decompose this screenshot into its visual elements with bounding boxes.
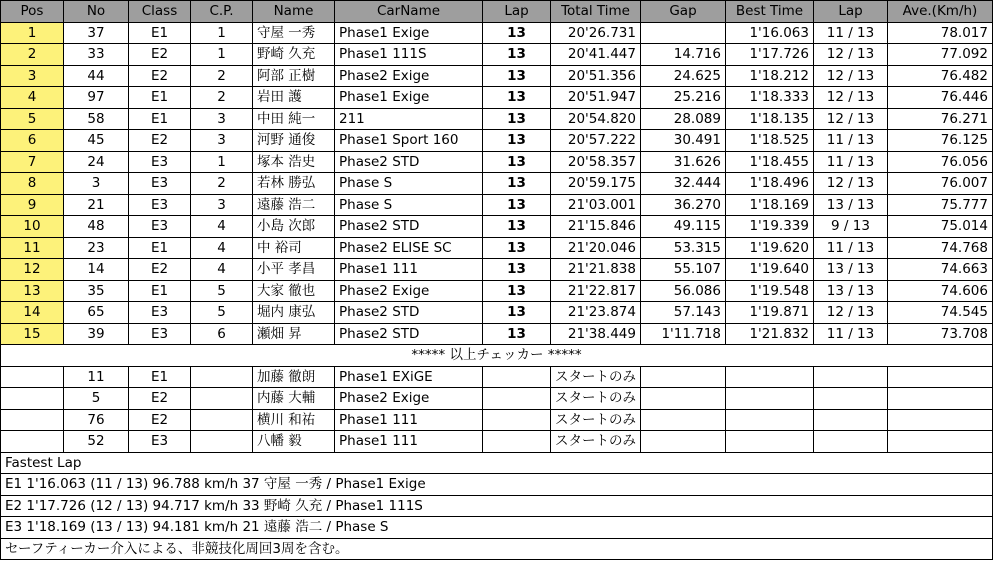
table-row — [1, 409, 993, 431]
cell-name: 中田 純一 — [253, 108, 335, 130]
table-row — [1, 237, 993, 259]
cell-pos: 4 — [1, 87, 64, 109]
cell-best-time: 1'18.455 — [726, 151, 814, 173]
cell-name: 横川 和祐 — [253, 409, 335, 431]
cell-carname: Phase1 111 — [335, 409, 483, 431]
cell-gap — [641, 22, 726, 44]
cell-best-lap: 12 / 13 — [814, 302, 888, 324]
cell-gap-empty — [641, 431, 726, 453]
header-total-time: Total Time — [551, 1, 641, 23]
cell-carname: Phase2 STD — [335, 323, 483, 345]
cell-carname: Phase2 STD — [335, 216, 483, 238]
table-row — [1, 87, 993, 109]
header-cp: C.P. — [191, 1, 253, 23]
cell-lap-empty — [483, 409, 551, 431]
cell-class: E3 — [129, 194, 191, 216]
cell-best-time-empty — [726, 388, 814, 410]
cell-best-lap-empty — [814, 388, 888, 410]
cell-gap: 1'11.718 — [641, 323, 726, 345]
cell-class: E3 — [129, 431, 191, 453]
cell-carname: Phase2 Exige — [335, 388, 483, 410]
cell-total-time: 21'20.046 — [551, 237, 641, 259]
cell-class: E1 — [129, 366, 191, 388]
cell-class: E2 — [129, 44, 191, 66]
fastest-lap-title: Fastest Lap — [1, 452, 993, 474]
table-row — [1, 280, 993, 302]
cell-best-time-empty — [726, 366, 814, 388]
cell-best-time: 1'18.333 — [726, 87, 814, 109]
cell-carname: Phase1 111 — [335, 259, 483, 281]
cell-name: 若林 勝弘 — [253, 173, 335, 195]
cell-best-lap: 12 / 13 — [814, 87, 888, 109]
cell-name: 野崎 久充 — [253, 44, 335, 66]
cell-cp-empty — [191, 409, 253, 431]
cell-name: 加藤 徹朗 — [253, 366, 335, 388]
cell-class: E2 — [129, 130, 191, 152]
cell-cp: 3 — [191, 130, 253, 152]
results-body — [1, 22, 993, 345]
cell-best-lap: 12 / 13 — [814, 173, 888, 195]
cell-pos: 7 — [1, 151, 64, 173]
cell-total-time: 20'59.175 — [551, 173, 641, 195]
cell-no: 45 — [64, 130, 129, 152]
cell-total-time: スタートのみ — [551, 409, 641, 431]
header-best-lap: Lap — [814, 1, 888, 23]
cell-no: 52 — [64, 431, 129, 453]
cell-pos: 1 — [1, 22, 64, 44]
cell-average-speed-empty — [888, 366, 993, 388]
cell-no: 11 — [64, 366, 129, 388]
cell-no: 33 — [64, 44, 129, 66]
fastest-title-row — [1, 452, 993, 474]
cell-total-time: 21'15.846 — [551, 216, 641, 238]
cell-no: 14 — [64, 259, 129, 281]
table-row — [1, 259, 993, 281]
cell-best-time: 1'18.496 — [726, 173, 814, 195]
cell-carname: Phase2 Exige — [335, 280, 483, 302]
cell-cp: 1 — [191, 44, 253, 66]
cell-gap: 28.089 — [641, 108, 726, 130]
cell-best-time-empty — [726, 431, 814, 453]
table-row — [1, 216, 993, 238]
table-row — [1, 151, 993, 173]
cell-gap: 56.086 — [641, 280, 726, 302]
cell-cp: 1 — [191, 22, 253, 44]
cell-total-time: スタートのみ — [551, 366, 641, 388]
header-best-time: Best Time — [726, 1, 814, 23]
cell-average-speed: 76.007 — [888, 173, 993, 195]
cell-carname: Phase1 Exige — [335, 87, 483, 109]
header-average-speed: Ave.(Km/h) — [888, 1, 993, 23]
cell-name: 堀内 康弘 — [253, 302, 335, 324]
cell-cp: 3 — [191, 108, 253, 130]
cell-pos: 10 — [1, 216, 64, 238]
cell-name: 守屋 一秀 — [253, 22, 335, 44]
table-row — [1, 302, 993, 324]
cell-lap-empty — [483, 388, 551, 410]
cell-best-time-empty — [726, 409, 814, 431]
cell-carname: Phase2 ELISE SC — [335, 237, 483, 259]
cell-lap: 13 — [483, 280, 551, 302]
cell-pos: 15 — [1, 323, 64, 345]
cell-best-lap: 13 / 13 — [814, 194, 888, 216]
cell-name: 小平 孝昌 — [253, 259, 335, 281]
cell-no: 5 — [64, 388, 129, 410]
cell-lap: 13 — [483, 44, 551, 66]
cell-gap: 55.107 — [641, 259, 726, 281]
cell-average-speed: 75.777 — [888, 194, 993, 216]
cell-gap: 36.270 — [641, 194, 726, 216]
fastest-row — [1, 517, 993, 539]
cell-class: E1 — [129, 22, 191, 44]
cell-no: 44 — [64, 65, 129, 87]
cell-average-speed: 78.017 — [888, 22, 993, 44]
cell-carname: Phase1 Sport 160 — [335, 130, 483, 152]
fastest-row — [1, 474, 993, 496]
cell-average-speed: 74.606 — [888, 280, 993, 302]
cell-best-lap: 11 / 13 — [814, 22, 888, 44]
cell-name: 瀬畑 昇 — [253, 323, 335, 345]
header-carname: CarName — [335, 1, 483, 23]
cell-cp: 2 — [191, 173, 253, 195]
cell-gap: 49.115 — [641, 216, 726, 238]
header-class: Class — [129, 1, 191, 23]
cell-total-time: 21'03.001 — [551, 194, 641, 216]
cell-carname: Phase1 EXiGE — [335, 366, 483, 388]
cell-carname: Phase1 111S — [335, 44, 483, 66]
table-row — [1, 108, 993, 130]
header-name: Name — [253, 1, 335, 23]
cell-total-time: 20'58.357 — [551, 151, 641, 173]
cell-total-time: 20'57.222 — [551, 130, 641, 152]
cell-gap: 24.625 — [641, 65, 726, 87]
dns-body — [1, 366, 993, 452]
cell-cp: 1 — [191, 151, 253, 173]
cell-no: 3 — [64, 173, 129, 195]
cell-cp: 5 — [191, 302, 253, 324]
cell-lap: 13 — [483, 65, 551, 87]
cell-best-time: 1'18.169 — [726, 194, 814, 216]
cell-best-time: 1'19.871 — [726, 302, 814, 324]
cell-best-lap: 13 / 13 — [814, 280, 888, 302]
cell-class: E2 — [129, 388, 191, 410]
cell-average-speed-empty — [888, 388, 993, 410]
table-row — [1, 130, 993, 152]
cell-name: 大家 徹也 — [253, 280, 335, 302]
table-row — [1, 194, 993, 216]
cell-lap: 13 — [483, 22, 551, 44]
cell-carname: 211 — [335, 108, 483, 130]
cell-no: 23 — [64, 237, 129, 259]
cell-no: 37 — [64, 22, 129, 44]
cell-best-lap-empty — [814, 431, 888, 453]
cell-average-speed: 75.014 — [888, 216, 993, 238]
cell-name: 塚本 浩史 — [253, 151, 335, 173]
cell-lap: 13 — [483, 151, 551, 173]
cell-pos: 9 — [1, 194, 64, 216]
cell-lap: 13 — [483, 108, 551, 130]
cell-cp: 5 — [191, 280, 253, 302]
cell-total-time: 20'26.731 — [551, 22, 641, 44]
cell-pos: 3 — [1, 65, 64, 87]
cell-total-time: 20'41.447 — [551, 44, 641, 66]
cell-name: 小島 次郎 — [253, 216, 335, 238]
cell-best-time: 1'18.135 — [726, 108, 814, 130]
cell-class: E3 — [129, 216, 191, 238]
table-row — [1, 65, 993, 87]
cell-class: E3 — [129, 173, 191, 195]
cell-lap: 13 — [483, 87, 551, 109]
cell-pos: 8 — [1, 173, 64, 195]
cell-cp-empty — [191, 366, 253, 388]
fastest-lap-e3: E3 1'18.169 (13 / 13) 94.181 km/h 21 遠藤 浩二 / Phase S — [1, 517, 993, 539]
cell-lap: 13 — [483, 323, 551, 345]
cell-total-time: 21'38.449 — [551, 323, 641, 345]
cell-lap: 13 — [483, 216, 551, 238]
table-row — [1, 22, 993, 44]
cell-no: 39 — [64, 323, 129, 345]
cell-lap-empty — [483, 431, 551, 453]
table-row — [1, 323, 993, 345]
cell-cp: 4 — [191, 237, 253, 259]
cell-cp-empty — [191, 431, 253, 453]
cell-gap: 57.143 — [641, 302, 726, 324]
header-pos: Pos — [1, 1, 64, 23]
cell-lap-empty — [483, 366, 551, 388]
cell-pos-empty — [1, 366, 64, 388]
cell-best-lap: 11 / 13 — [814, 237, 888, 259]
cell-gap-empty — [641, 388, 726, 410]
checker-separator: ***** 以上チェッカー ***** — [1, 345, 993, 367]
header-gap: Gap — [641, 1, 726, 23]
cell-gap: 32.444 — [641, 173, 726, 195]
cell-best-lap: 11 / 13 — [814, 130, 888, 152]
cell-best-lap: 12 / 13 — [814, 65, 888, 87]
cell-class: E3 — [129, 302, 191, 324]
cell-average-speed: 76.271 — [888, 108, 993, 130]
cell-total-time: 20'54.820 — [551, 108, 641, 130]
cell-class: E1 — [129, 237, 191, 259]
cell-gap: 14.716 — [641, 44, 726, 66]
cell-average-speed-empty — [888, 409, 993, 431]
cell-best-lap: 11 / 13 — [814, 151, 888, 173]
cell-pos: 5 — [1, 108, 64, 130]
cell-class: E2 — [129, 259, 191, 281]
cell-carname: Phase S — [335, 194, 483, 216]
cell-carname: Phase2 STD — [335, 302, 483, 324]
cell-carname: Phase2 STD — [335, 151, 483, 173]
cell-best-time: 1'18.525 — [726, 130, 814, 152]
cell-best-lap: 12 / 13 — [814, 44, 888, 66]
cell-name: 阿部 正樹 — [253, 65, 335, 87]
cell-no: 24 — [64, 151, 129, 173]
cell-name: 中 裕司 — [253, 237, 335, 259]
fastest-lap-e2: E2 1'17.726 (12 / 13) 94.717 km/h 33 野崎 久充 / Phase1 111S — [1, 495, 993, 517]
cell-best-time: 1'19.620 — [726, 237, 814, 259]
cell-average-speed: 74.663 — [888, 259, 993, 281]
cell-no: 65 — [64, 302, 129, 324]
cell-average-speed: 76.125 — [888, 130, 993, 152]
safety-car-note: セーフティーカー介入による、非競技化周回3周を含む。 — [1, 538, 993, 560]
cell-no: 76 — [64, 409, 129, 431]
note-row — [1, 538, 993, 560]
cell-total-time: 20'51.947 — [551, 87, 641, 109]
cell-pos-empty — [1, 431, 64, 453]
cell-total-time: スタートのみ — [551, 388, 641, 410]
table-row — [1, 44, 993, 66]
cell-pos: 11 — [1, 237, 64, 259]
cell-total-time: スタートのみ — [551, 431, 641, 453]
cell-cp: 4 — [191, 259, 253, 281]
cell-best-time: 1'18.212 — [726, 65, 814, 87]
cell-average-speed: 76.446 — [888, 87, 993, 109]
cell-class: E1 — [129, 87, 191, 109]
fastest-lap-e1: E1 1'16.063 (11 / 13) 96.788 km/h 37 守屋 一秀 / Phase1 Exige — [1, 474, 993, 496]
cell-gap: 31.626 — [641, 151, 726, 173]
cell-pos-empty — [1, 409, 64, 431]
cell-lap: 13 — [483, 302, 551, 324]
table-row — [1, 366, 993, 388]
cell-cp: 2 — [191, 65, 253, 87]
cell-best-time: 1'17.726 — [726, 44, 814, 66]
cell-carname: Phase1 Exige — [335, 22, 483, 44]
cell-average-speed: 76.056 — [888, 151, 993, 173]
cell-no: 35 — [64, 280, 129, 302]
cell-no: 97 — [64, 87, 129, 109]
cell-no: 58 — [64, 108, 129, 130]
cell-no: 48 — [64, 216, 129, 238]
cell-average-speed: 74.768 — [888, 237, 993, 259]
cell-best-time: 1'21.832 — [726, 323, 814, 345]
cell-best-time: 1'19.640 — [726, 259, 814, 281]
cell-pos-empty — [1, 388, 64, 410]
cell-name: 内藤 大輔 — [253, 388, 335, 410]
cell-pos: 12 — [1, 259, 64, 281]
cell-best-time: 1'16.063 — [726, 22, 814, 44]
cell-average-speed: 74.545 — [888, 302, 993, 324]
cell-total-time: 20'51.356 — [551, 65, 641, 87]
cell-gap-empty — [641, 366, 726, 388]
cell-average-speed: 76.482 — [888, 65, 993, 87]
cell-lap: 13 — [483, 173, 551, 195]
cell-total-time: 21'22.817 — [551, 280, 641, 302]
table-row — [1, 431, 993, 453]
table-row — [1, 388, 993, 410]
header-lap: Lap — [483, 1, 551, 23]
cell-class: E2 — [129, 409, 191, 431]
cell-carname: Phase2 Exige — [335, 65, 483, 87]
cell-class: E1 — [129, 108, 191, 130]
header-row — [1, 1, 993, 23]
cell-carname: Phase1 111 — [335, 431, 483, 453]
cell-average-speed: 73.708 — [888, 323, 993, 345]
cell-cp-empty — [191, 388, 253, 410]
cell-best-lap: 13 / 13 — [814, 259, 888, 281]
cell-average-speed: 77.092 — [888, 44, 993, 66]
cell-carname: Phase S — [335, 173, 483, 195]
cell-class: E1 — [129, 280, 191, 302]
cell-cp: 2 — [191, 87, 253, 109]
cell-average-speed-empty — [888, 431, 993, 453]
cell-lap: 13 — [483, 194, 551, 216]
cell-best-time: 1'19.548 — [726, 280, 814, 302]
cell-cp: 4 — [191, 216, 253, 238]
cell-name: 河野 通俊 — [253, 130, 335, 152]
cell-pos: 2 — [1, 44, 64, 66]
cell-pos: 6 — [1, 130, 64, 152]
cell-best-lap-empty — [814, 366, 888, 388]
header-no: No — [64, 1, 129, 23]
cell-name: 八幡 毅 — [253, 431, 335, 453]
cell-gap: 53.315 — [641, 237, 726, 259]
cell-best-lap: 9 / 13 — [814, 216, 888, 238]
cell-gap: 25.216 — [641, 87, 726, 109]
cell-best-lap: 12 / 13 — [814, 108, 888, 130]
cell-best-time: 1'19.339 — [726, 216, 814, 238]
table-row — [1, 173, 993, 195]
fastest-row — [1, 495, 993, 517]
checker-separator-row — [1, 345, 993, 367]
cell-no: 21 — [64, 194, 129, 216]
cell-best-lap: 11 / 13 — [814, 323, 888, 345]
cell-cp: 6 — [191, 323, 253, 345]
cell-gap: 30.491 — [641, 130, 726, 152]
cell-total-time: 21'23.874 — [551, 302, 641, 324]
cell-pos: 13 — [1, 280, 64, 302]
cell-class: E2 — [129, 65, 191, 87]
cell-class: E3 — [129, 151, 191, 173]
cell-name: 岩田 護 — [253, 87, 335, 109]
cell-best-lap-empty — [814, 409, 888, 431]
cell-class: E3 — [129, 323, 191, 345]
cell-name: 遠藤 浩二 — [253, 194, 335, 216]
cell-pos: 14 — [1, 302, 64, 324]
cell-gap-empty — [641, 409, 726, 431]
cell-lap: 13 — [483, 130, 551, 152]
cell-lap: 13 — [483, 259, 551, 281]
cell-cp: 3 — [191, 194, 253, 216]
cell-lap: 13 — [483, 237, 551, 259]
cell-total-time: 21'21.838 — [551, 259, 641, 281]
